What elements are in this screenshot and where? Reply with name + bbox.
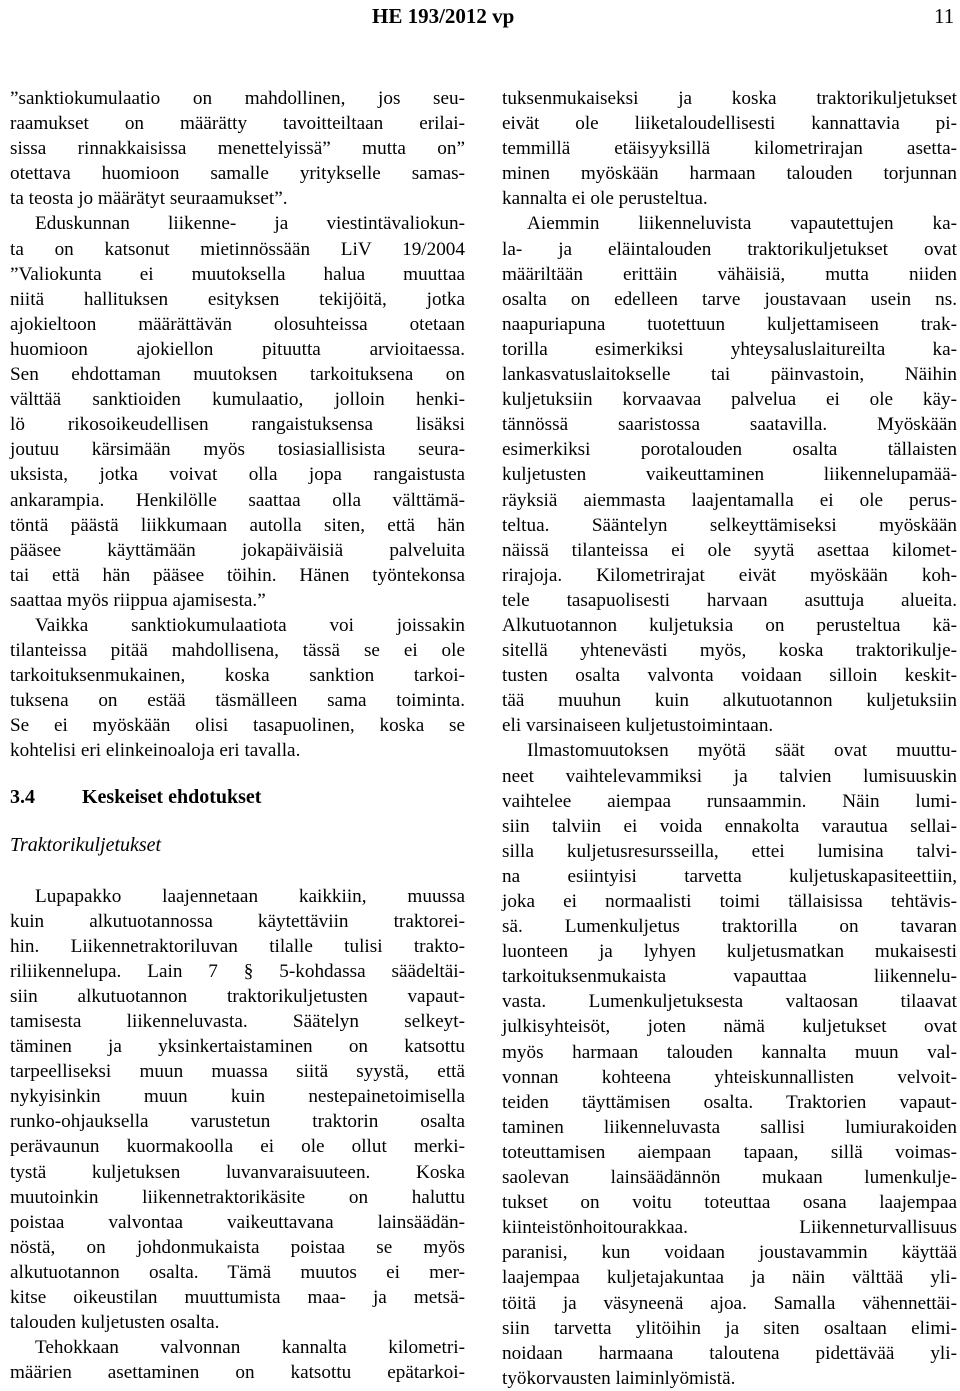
text-line: tarkoituksenmukainen, koska sanktion tarkoi- <box>10 665 465 687</box>
paragraph <box>10 1335 465 1385</box>
text-line: ankarampia. Henkilölle saattaa olla välttämä- <box>10 489 465 511</box>
text-line: tuksena on estää täsmälleen sama toiminta. <box>10 690 465 712</box>
text-line: täminen ja yksinkertaistaminen on katsottu <box>10 1036 465 1058</box>
text-line: näissä tilanteissa ei ole syytä asettaa kilomet- <box>502 539 957 561</box>
text-line: tusten osalta valvonta voidaan silloin keskit- <box>502 665 957 687</box>
text-line: Sen ehdottaman muutoksen tarkoituksena on <box>10 364 465 386</box>
text-line: Vaikka sanktiokumulaatiota voi joissakin <box>35 614 465 636</box>
text-line: tuksenmukaiseksi ja koska traktorikuljetukset <box>502 88 957 109</box>
text-line: töitä ja väsyneenä ajoa. Samalla vähennettäi- <box>502 1292 957 1314</box>
text-line: joka ei normaalisti toimi tällaisissa tehtävis- <box>502 891 957 912</box>
text-line: tamisesta liikenneluvasta. Säätelyn selkeyt- <box>10 1011 465 1032</box>
paragraph <box>10 613 465 764</box>
section-title: Keskeiset ehdotukset <box>82 785 262 808</box>
text-line: muutoinkin liikennetraktorikäsite on haluttu <box>10 1186 465 1208</box>
text-line: ”sanktiokumulaatio on mahdollinen, jos seu- <box>10 88 465 109</box>
text-line: perävaunun kuormakoolla ei ole ollut merki- <box>10 1136 465 1158</box>
text-line: huomioon ajokiellon pituutta arvioitaessa. <box>10 338 465 360</box>
text-line: räyksiä aiemmasta laajentamalla ei ole perus- <box>502 489 957 511</box>
text-line: torilla esimerkiksi yhteysaluslaitureilta ka- <box>502 338 957 360</box>
text-line: siin alkutuotannon traktorikuljetusten vapaut- <box>10 985 465 1007</box>
text-line: nöstä, on johdonmukaista poistaa se myös <box>10 1236 465 1258</box>
text-line: kitse oikeustilan muuttumista maa- ja metsä- <box>10 1287 465 1309</box>
text-line: lankasvatuslaitokselle tai päinvastoin, Näihin <box>502 364 957 386</box>
text-line: kuljetusten vaikeuttaminen liikennelupamää- <box>502 464 957 486</box>
section-number: 3.4 <box>10 785 35 808</box>
paragraph <box>10 211 465 613</box>
text-line: tännössä saaristossa saatavilla. Myöskään <box>502 414 957 436</box>
text-line: julkisyhteisöt, joten nämä kuljetukset ovat <box>502 1016 957 1038</box>
text-line: kohtelisi eri elinkeinoaloja eri tavalla. <box>10 740 301 762</box>
document-title: HE 193/2012 vp <box>372 4 515 28</box>
text-line: poistaa valvontaa vaikeuttavana lainsäädän- <box>10 1211 465 1233</box>
text-line: tystä kuljetuksen luvanvaraisuuteen. Koska <box>10 1161 465 1183</box>
text-line: runko-ohjauksella varustetun traktorin osalta <box>10 1111 465 1133</box>
text-line: sä. Lumenkuljetus traktorilla on tavaran <box>502 916 957 938</box>
text-line: toteuttamisen aiempaan tapaan, sillä voimas- <box>502 1141 957 1163</box>
text-line: niitä hallituksen esityksen tekijöitä, jotka <box>10 288 465 310</box>
paragraph <box>10 884 465 1336</box>
text-line: vasta. Lumenkuljetuksesta valtaosan tilaavat <box>502 991 957 1013</box>
text-line: naapuriapuna tuotettuun kuljettamiseen trak- <box>502 313 957 335</box>
text-line: neet vaihtelevammiksi ja talvien lumisuuskin <box>502 765 957 787</box>
text-line: tai että hän pääsee töihin. Hänen työntekonsa <box>10 564 465 586</box>
text-line: raamukset on määrätty tavoitteiltaan erilai- <box>10 113 465 135</box>
text-line: määrien asettaminen on katsottu epätarkoi- <box>10 1362 465 1384</box>
text-line: Eduskunnan liikenne- ja viestintävaliokun- <box>35 213 465 235</box>
page-number: 11 <box>934 4 955 28</box>
text-line: ajokieltoon määrättävän olosuhteissa otetaan <box>10 313 465 335</box>
text-line: eli varsinaiseen kuljetustoimintaan. <box>502 715 774 737</box>
text-line: esimerkiksi porotalouden osalta tällaisten <box>502 439 957 461</box>
paragraph <box>502 738 957 1390</box>
text-line: vaihtelee aiempaa runsaammin. Näin lumi- <box>502 790 957 812</box>
text-line: työkorvausten laiminlyömistä. <box>502 1367 736 1389</box>
text-line: la- ja eläintalouden traktorikuljetukset ovat <box>502 238 957 260</box>
text-line: töntä päästä liikkumaan autolla siten, että hän <box>10 514 465 536</box>
right-column <box>502 86 957 1391</box>
text-line: lö rikosoikeudellisen rangaistuksensa lisäksi <box>10 414 465 436</box>
text-line: paranisi, kun voidaan joustavammin käyttää <box>502 1242 957 1264</box>
text-line: luonteen ja lyhyen kuljetusmatkan mukaisesti <box>502 941 957 963</box>
text-line: määriltään erittäin vähäisiä, mutta niiden <box>502 263 957 285</box>
text-line: ”Valiokunta ei muutoksella halua muuttaa <box>10 263 465 285</box>
text-line: talouden kuljetusten osalta. <box>10 1312 220 1334</box>
text-line: tukset on voitu toteuttaa osana laajempaa <box>502 1192 957 1214</box>
text-line: tää muuhun kuin alkutuotannon kuljetuksiin <box>502 690 957 712</box>
text-line: osalta on edelleen tarve joustavaan usein ns. <box>502 288 957 310</box>
text-line: teltua. Sääntelyn selkeyttämiseksi myöskään <box>502 514 957 536</box>
text-line: alkutuotannon osalta. Tämä muutos ei mer- <box>10 1261 465 1283</box>
text-line: uksista, jotka voivat olla jopa rangaistusta <box>10 464 465 486</box>
text-line: Aiemmin liikenneluvista vapautettujen ka- <box>527 213 957 235</box>
text-line: eivät ole liiketaloudellisesti kannattavia pi- <box>502 113 957 135</box>
text-line: vonnan kohteena yhteiskunnallisten velvoit- <box>502 1066 957 1088</box>
text-line: Alkutuotannon kuljetuksia on perusteltua kä- <box>502 614 957 636</box>
text-line: otettava huomioon samalle yritykselle samas- <box>10 163 465 185</box>
text-line: na esiintyisi tarvetta kuljetuskapasiteettiin, <box>502 865 957 887</box>
text-line: kiinteistönhoitourakkaa. Liikenneturvallisuus <box>502 1217 957 1239</box>
paragraph <box>502 211 957 738</box>
text-line: siin tarvetta ylitöihin ja siten osaltaan elimi- <box>502 1317 957 1339</box>
text-line: minen myöskään harmaan talouden torjunnan <box>502 163 957 185</box>
subsection-title: Traktorikuljetukset <box>10 833 162 856</box>
text-line: riliikennelupa. Lain 7 § 5-kohdassa säädeltäi- <box>10 960 465 982</box>
text-line: pääsee käyttämään jokapäiväisiä palveluita <box>10 539 465 561</box>
text-line: kuin alkutuotannossa käytettäviin traktorei- <box>10 910 465 932</box>
text-line: joutuu kärsimään myös tosiasiallisista seura- <box>10 439 465 461</box>
page-header <box>0 0 960 36</box>
text-line: noidaan harmaana taloutena pidettävää yli- <box>502 1342 957 1364</box>
section-heading <box>10 782 465 812</box>
text-line: taminen liikenneluvasta sallisi lumiurakoiden <box>502 1116 957 1138</box>
text-line: laajempaa kuljetajakuntaa ja näin välttää yli- <box>502 1267 957 1289</box>
text-line: temmillä etäisyyksillä kilometrirajan asetta- <box>502 138 957 160</box>
paragraph <box>10 86 465 211</box>
text-line: sitellä yhtenevästi myös, koska traktorikulje- <box>502 640 957 662</box>
text-line: Lupapakko laajennetaan kaikkiin, muussa <box>35 885 465 907</box>
text-line: Ilmastomuutoksen myötä säät ovat muuttu- <box>527 740 957 762</box>
text-line: teiden täyttämisen osalta. Traktorien vapaut- <box>502 1091 957 1113</box>
text-line: tarpeelliseksi muun muassa siitä syystä, että <box>10 1061 465 1083</box>
left-column <box>10 86 465 1385</box>
text-line: saattaa myös riippua ajamisesta.” <box>10 589 266 611</box>
text-line: rirajoja. Kilometrirajat eivät myöskään koh- <box>502 564 957 586</box>
text-line: silla kuljetusresursseilla, ettei lumisina talvi- <box>502 840 957 862</box>
text-line: ta teosta jo määrätyt seuraamukset”. <box>10 188 288 210</box>
text-line: sissa rinnakkaisissa menettelyissä” mutta on” <box>10 138 465 160</box>
text-line: nykyisinkin muun kuin nestepainetoimisella <box>10 1086 465 1108</box>
text-line: kannalta ei ole perusteltua. <box>502 188 708 210</box>
text-line: kuljetuksiin korvaavaa palvelua ei ole käy- <box>502 389 957 411</box>
text-line: Se ei myöskään olisi tasapuolinen, koska se <box>10 715 465 737</box>
text-line: myös harmaan talouden kannalta muun val- <box>502 1041 957 1063</box>
text-line: siin talviin ei voida ennakolta varautua sellai- <box>502 815 957 837</box>
text-line: saolevan lainsäädännön mukaan lumenkulje- <box>502 1167 957 1189</box>
text-line: välttää sanktioiden kumulaatio, jolloin henki- <box>10 389 465 411</box>
text-line: Tehokkaan valvonnan kannalta kilometri- <box>35 1337 465 1359</box>
text-line: tarkoituksenmukaista vapauttaa liikennelu- <box>502 966 957 988</box>
text-line: hin. Liikennetraktoriluvan tilalle tulisi trakto- <box>10 935 465 957</box>
text-line: ta on katsonut mietinnössään LiV 19/2004 <box>10 238 465 260</box>
paragraph <box>502 86 957 211</box>
text-line: tele tasapuolisesti harvaan asuttuja alueita. <box>502 589 957 611</box>
text-line: tilanteissa pitää mahdollisena, tässä se ei ole <box>10 640 465 662</box>
